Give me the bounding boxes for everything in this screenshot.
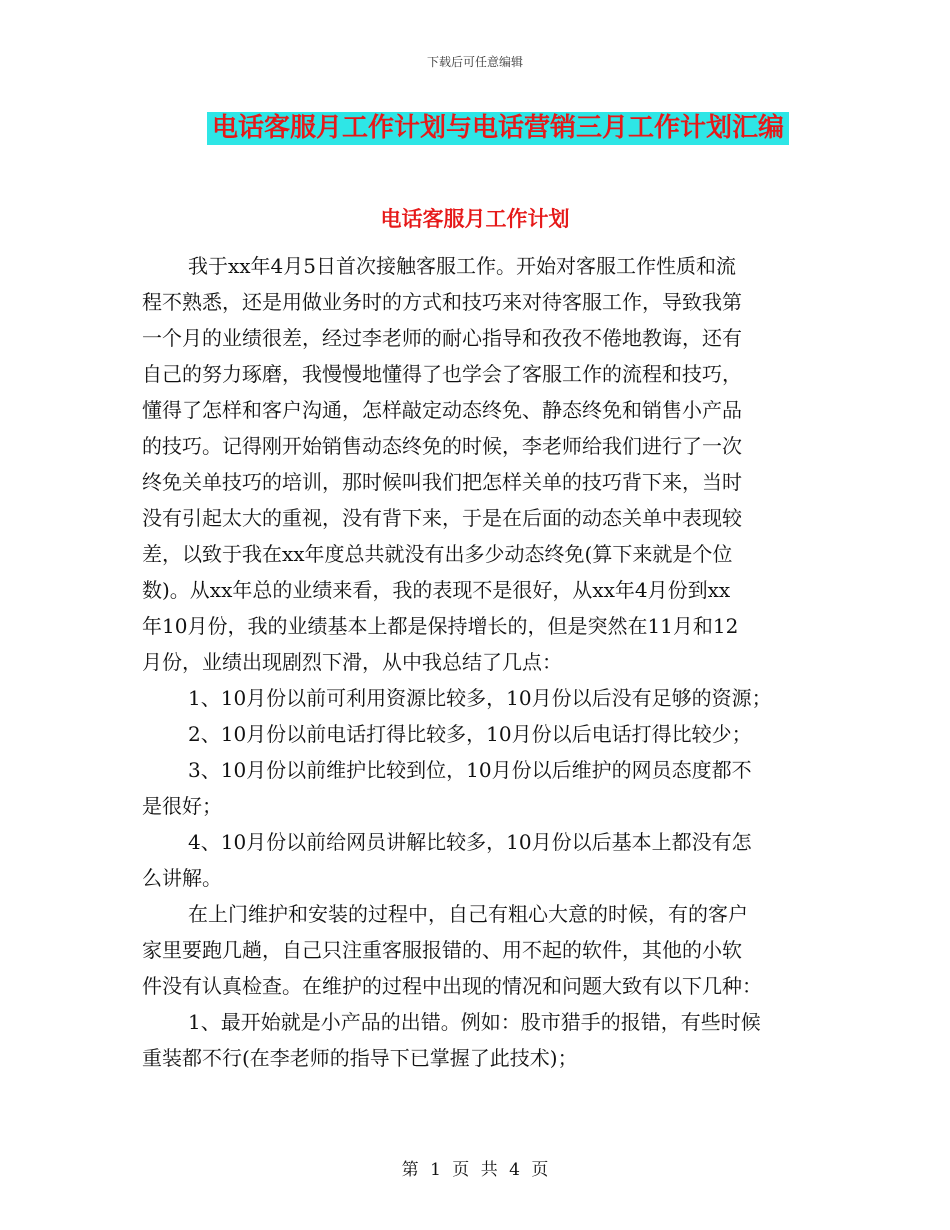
section-title: 电话客服月工作计划 [380,207,570,231]
paragraph-line: 年10月份，我的业绩基本上都是保持增长的，但是突然在11月和12 [142,614,739,638]
list-item: 3、10月份以前维护比较到位，10月份以后维护的网员态度都不 [188,758,752,782]
paragraph-line: 程不熟悉，还是用做业务时的方式和技巧来对待客服工作，导致我第 [142,290,742,314]
paragraph-line: 数)。从xx年总的业绩来看，我的表现不是很好，从xx年4月份到xx [142,578,731,602]
paragraph-line: 的技巧。记得刚开始销售动态终免的时候，李老师给我们进行了一次 [142,434,742,458]
paragraph-line: 一个月的业绩很差，经过李老师的耐心指导和孜孜不倦地教诲，还有 [142,326,742,350]
list-item: 1、10月份以前可利用资源比较多，10月份以后没有足够的资源； [188,686,772,710]
list-item: 4、10月份以前给网员讲解比较多，10月份以后基本上都没有怎 [188,830,752,854]
list-item-continuation: 是很好； [142,794,222,818]
document-title: 电话客服月工作计划与电话营销三月工作计划汇编 [211,113,784,143]
list-item-continuation: 重装都不行(在李老师的指导下已掌握了此技术)； [142,1046,578,1070]
paragraph-line: 月份，业绩出现剧烈下滑，从中我总结了几点： [142,650,562,674]
paragraph-line: 我于xx年4月5日首次接触客服工作。开始对客服工作性质和流 [188,254,737,278]
paragraph-line: 没有引起太大的重视，没有背下来，于是在后面的动态关单中表现较 [142,506,742,530]
body-text [142,248,807,1076]
paragraph-line: 件没有认真检查。在维护的过程中出现的情况和问题大致有以下几种： [142,974,762,998]
page-header-note: 下载后可任意编辑 [426,55,523,69]
paragraph-line: 家里要跑几趟，自己只注重客服报错的、用不起的软件，其他的小软 [142,938,742,962]
list-item: 1、最开始就是小产品的出错。例如：股市猎手的报错，有些时候 [188,1010,761,1034]
document-title-highlight [207,112,789,145]
paragraph-line: 懂得了怎样和客户沟通，怎样敲定动态终免、静态终免和销售小产品 [142,398,742,422]
paragraph-line: 在上门维护和安装的过程中，自己有粗心大意的时候，有的客户 [188,902,748,926]
paragraph-line: 差，以致于我在xx年度总共就没有出多少动态终免(算下来就是个位 [142,542,733,566]
paragraph-line: 自己的努力琢磨，我慢慢地懂得了也学会了客服工作的流程和技巧， [142,362,742,386]
list-item: 2、10月份以前电话打得比较多，10月份以后电话打得比较少； [188,722,752,746]
page-footer: 第 1 页 共 4 页 [401,1160,549,1180]
list-item-continuation: 么讲解。 [142,866,222,890]
paragraph-line: 终免关单技巧的培训，那时候叫我们把怎样关单的技巧背下来，当时 [142,470,742,494]
